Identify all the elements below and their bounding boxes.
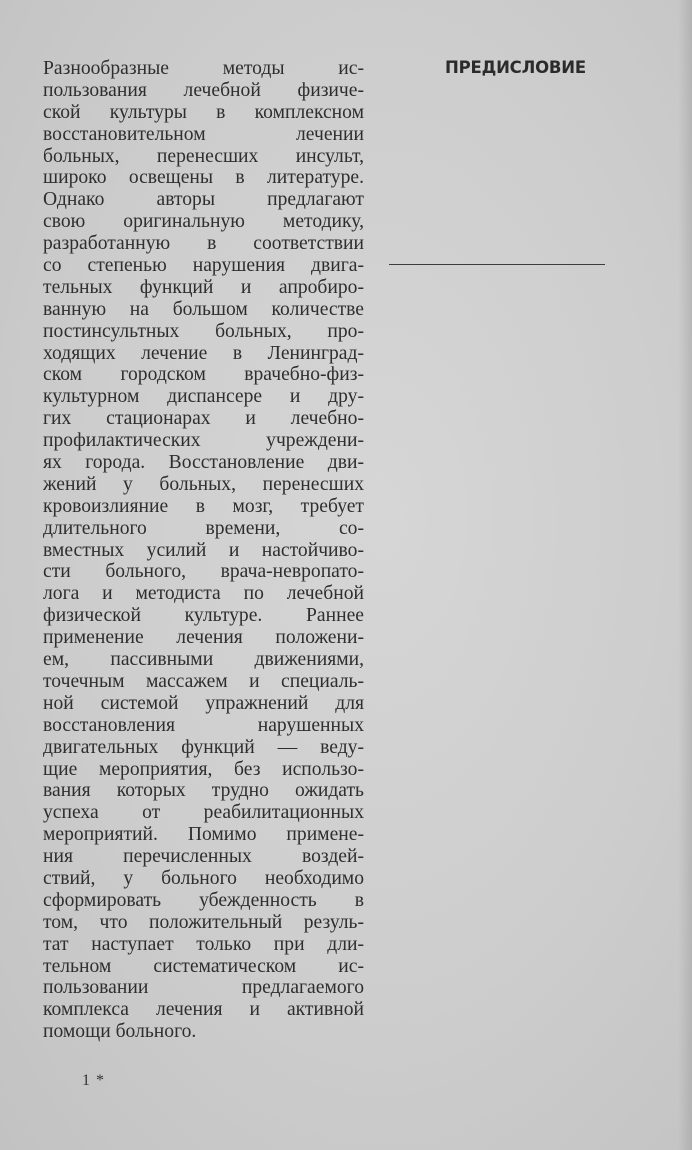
body-line: ной системой упражнений для — [43, 692, 364, 714]
body-line: мероприятий. Помимо примене- — [43, 824, 364, 846]
body-line: ской культуры в комплексном — [43, 101, 364, 123]
body-line: том, что положительный резуль- — [43, 911, 364, 933]
body-line: щие мероприятия, без использо- — [43, 758, 364, 780]
body-line: ях города. Восстановление дви- — [43, 452, 364, 474]
body-line: комплекса лечения и активной — [43, 999, 364, 1021]
body-line: свою оригинальную методику, — [43, 211, 364, 233]
body-line: широко освещены в литературе. — [43, 167, 364, 189]
body-line: ствий, у больного необходимо — [43, 867, 364, 889]
body-line: ходящих лечение в Ленинград- — [43, 342, 364, 364]
body-line: разработанную в соответствии — [43, 233, 364, 255]
body-line: ском городском врачебно-физ- — [43, 364, 364, 386]
body-line: ния перечисленных воздей- — [43, 846, 364, 868]
body-line: успеха от реабилитационных — [43, 802, 364, 824]
body-line: Разнообразные методы ис- — [43, 58, 364, 79]
body-line: жений у больных, перенесших — [43, 473, 364, 495]
body-line: кровоизлияние в мозг, требует — [43, 495, 364, 517]
body-line: сформировать убежденность в — [43, 889, 364, 911]
section-heading: ПРЕДИСЛОВИЕ — [445, 58, 586, 77]
body-line: лога и методиста по лечебной — [43, 583, 364, 605]
body-line: точечным массажем и специаль- — [43, 670, 364, 692]
body-line: профилактических учреждени- — [43, 430, 364, 452]
body-line: тельном систематическом ис- — [43, 955, 364, 977]
body-line: вания которых трудно ожидать — [43, 780, 364, 802]
body-line: пользования лечебной физиче- — [43, 79, 364, 101]
body-line: больных, перенесших инсульт, — [43, 145, 364, 167]
body-line: длительного времени, со- — [43, 517, 364, 539]
body-text — [43, 58, 364, 1043]
body-line: Однако авторы предлагают — [43, 189, 364, 211]
body-line: постинсультных больных, про- — [43, 320, 364, 342]
body-line: гих стационарах и лечебно- — [43, 408, 364, 430]
body-line: тат наступает только при дли- — [43, 933, 364, 955]
body-line: пользовании предлагаемого — [43, 977, 364, 999]
page-edge-shadow — [678, 0, 692, 1150]
body-line: сти больного, врача-невропато- — [43, 561, 364, 583]
body-line: восстановительном лечении — [43, 123, 364, 145]
heading-divider — [389, 264, 605, 265]
body-line: восстановления нарушенных — [43, 714, 364, 736]
body-line: со степенью нарушения двига- — [43, 255, 364, 277]
body-line: физической культуре. Раннее — [43, 605, 364, 627]
body-line: культурном диспансере и дру- — [43, 386, 364, 408]
body-line: ванную на большом количестве — [43, 298, 364, 320]
body-line: тельных функций и апробиро- — [43, 276, 364, 298]
body-line: вместных усилий и настойчиво- — [43, 539, 364, 561]
body-line: двигательных функций — веду- — [43, 736, 364, 758]
body-line: помощи больного. — [43, 1021, 197, 1043]
page-marker: 1 * — [82, 1072, 105, 1089]
body-line: ем, пассивными движениями, — [43, 649, 364, 671]
body-line: применение лечения положени- — [43, 627, 364, 649]
